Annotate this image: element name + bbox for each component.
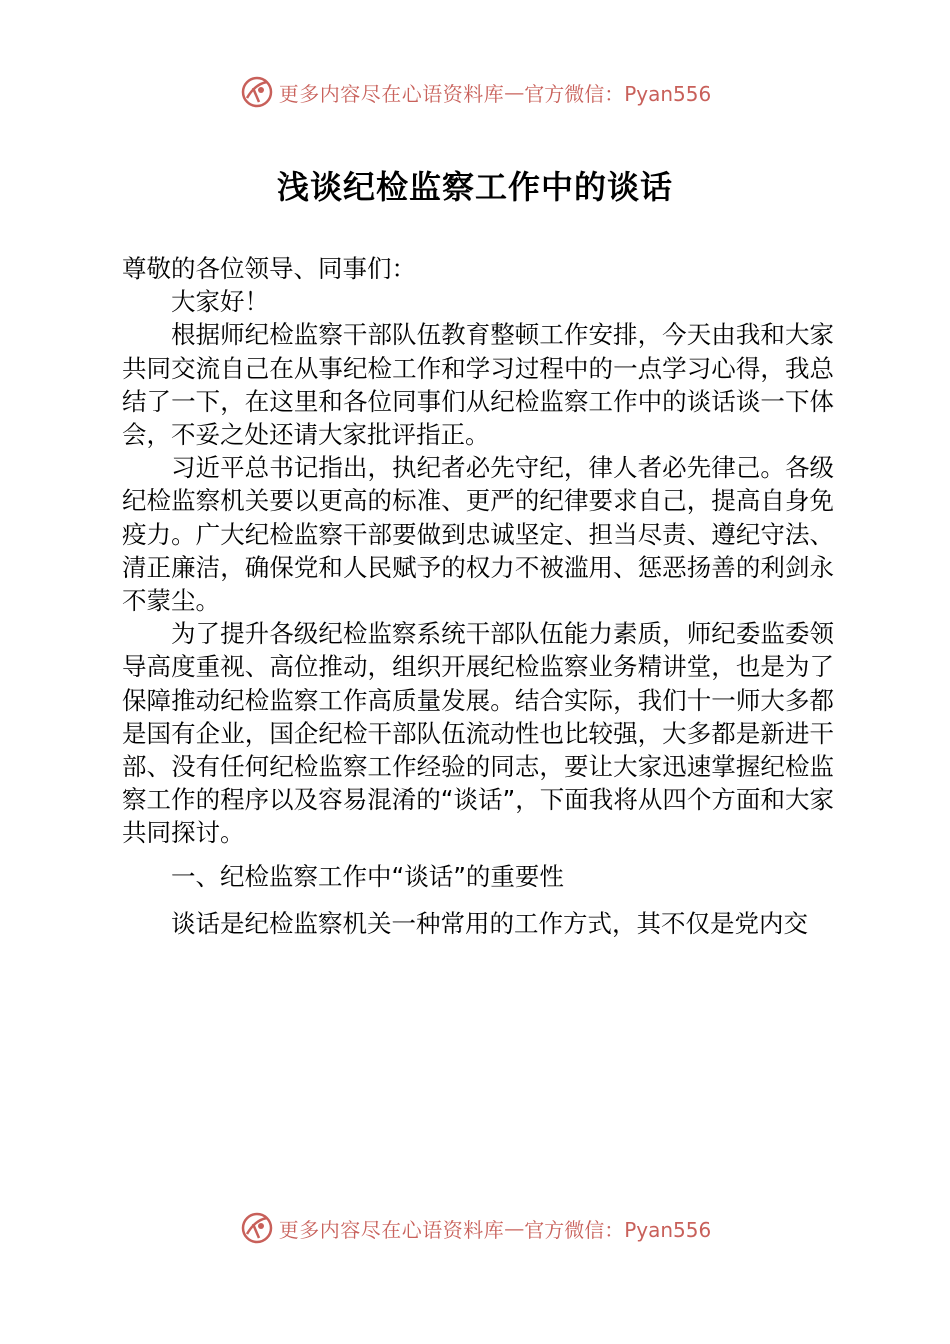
logo-icon <box>239 1210 275 1246</box>
watermark-contact: 官方微信：Pyan556 <box>524 81 712 106</box>
document-body <box>122 252 834 940</box>
paragraph: 根据师纪检监察干部队伍教育整顿工作安排，今天由我和大家共同交流自己在从事纪检工作和学习过程中的一点学习心得，我总结了一下，在这里和各位同事们从纪检监察工作中的谈话谈一下体会，不妥之处还请大家批评指正。 <box>122 320 834 450</box>
paragraph: 为了提升各级纪检监察系统干部队伍能力素质，师纪委监委领导高度重视、高位推动，组织开展纪检监察业务精讲堂，也是为了保障推动纪检监察工作高质量发展。结合实际，我们十一师大多都是国有企业，国企纪检干部队伍流动性也比较强，大多都是新进干部、没有任何纪检监察工作经验的同志，要让大家迅速掌握纪检监察工作的程序以及容易混淆的“谈话”，下面我将从四个方面和大家共同探讨。 <box>122 619 834 848</box>
salutation: 尊敬的各位领导、同事们： <box>122 254 416 283</box>
paragraph: 习近平总书记指出，执纪者必先守纪，律人者必先律己。各级纪检监察机关要以更高的标准、更严的纪律要求自己，提高自身免疫力。广大纪检监察干部要做到忠诚坚定、担当尽责、遵纪守法、清正廉洁，确保党和人民赋予的权力不被滥用、惩恶扬善的利剑永不蒙尘。 <box>122 453 834 616</box>
logo-icon <box>239 74 275 110</box>
document-title: 浅谈纪检监察工作中的谈话 <box>276 168 673 206</box>
paragraph: 谈话是纪检监察机关一种常用的工作方式，其不仅是党内交 <box>171 908 808 938</box>
watermark-site-text: 更多内容尽在心语资料库 <box>278 81 505 106</box>
watermark-header <box>0 72 950 112</box>
watermark-separator: — <box>504 80 525 104</box>
watermark-separator: — <box>504 1216 525 1240</box>
watermark-site-text: 更多内容尽在心语资料库 <box>278 1217 505 1242</box>
section-heading: 一、纪检监察工作中“谈话”的重要性 <box>171 861 564 891</box>
watermark-footer <box>0 1208 950 1248</box>
watermark-contact: 官方微信：Pyan556 <box>524 1217 712 1242</box>
greeting: 大家好！ <box>171 287 269 317</box>
